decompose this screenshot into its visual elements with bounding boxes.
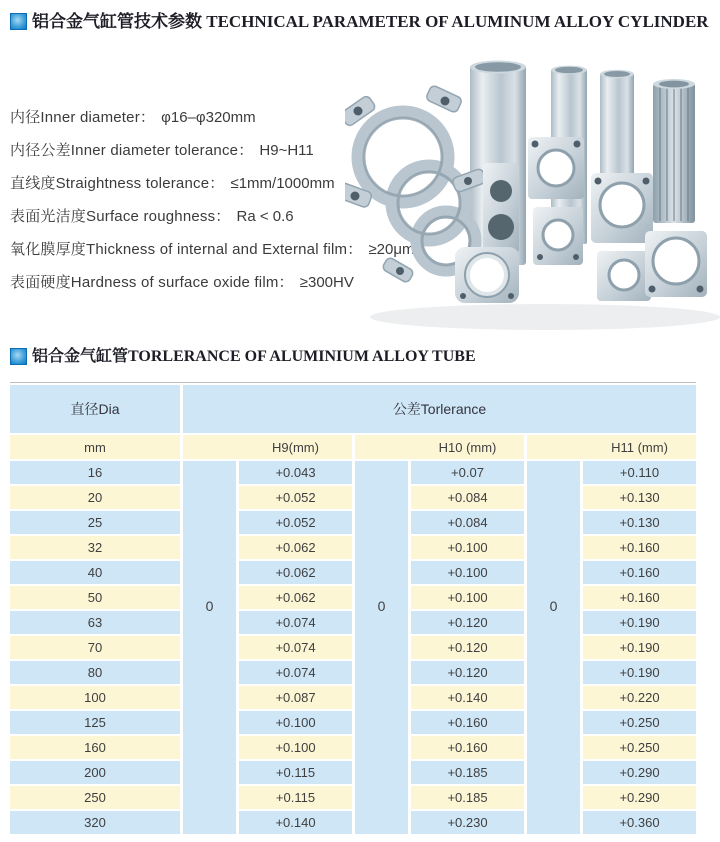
header-h9: H9(mm) [183, 435, 352, 459]
diameter-cell: 40 [10, 561, 180, 584]
diameter-cell: 32 [10, 536, 180, 559]
h11-value-cell: +0.190 [583, 661, 696, 684]
h11-value-cell: +0.160 [583, 561, 696, 584]
spec-value: ≥20μm [368, 241, 415, 258]
spec-value: ≥300HV [299, 274, 354, 291]
lower-limit-column-h11 [527, 461, 580, 834]
h9-value-cell: +0.100 [239, 711, 352, 734]
spec-value: Ra < 0.6 [236, 208, 294, 225]
header-unit-mm: mm [10, 435, 180, 459]
page-title-zh: 铝合金气缸管技术参数 [32, 12, 202, 31]
diameter-cell: 63 [10, 611, 180, 634]
h10-value-cell: +0.160 [411, 711, 524, 734]
spec-label: 内径Inner diameter： [10, 109, 156, 126]
h10-value-cell: +0.084 [411, 511, 524, 534]
spec-label: 表面光洁度Surface roughness： [10, 208, 231, 225]
h9-value-cell: +0.052 [239, 511, 352, 534]
h10-value-cell: +0.230 [411, 811, 524, 834]
product-photo [345, 45, 720, 335]
h10-value-cell: +0.185 [411, 761, 524, 784]
h10-value-cell: +0.100 [411, 561, 524, 584]
h11-value-cell: +0.290 [583, 761, 696, 784]
lower-limit-column-h10 [355, 461, 408, 834]
h11-value-cell: +0.110 [583, 461, 696, 484]
h9-value-cell: +0.052 [239, 486, 352, 509]
h10-value-cell: +0.100 [411, 536, 524, 559]
h11-value-cell: +0.190 [583, 611, 696, 634]
header-tolerance: 公差Torlerance [183, 385, 696, 433]
h11-value-cell: +0.160 [583, 586, 696, 609]
h11-value-cell: +0.190 [583, 636, 696, 659]
h10-value-cell: +0.120 [411, 611, 524, 634]
diameter-cell: 50 [10, 586, 180, 609]
h10-value-cell: +0.185 [411, 786, 524, 809]
h9-value-cell: +0.062 [239, 561, 352, 584]
table-section-title [32, 347, 476, 367]
lower-limit-value: 0 [549, 598, 558, 614]
h9-value-cell: +0.043 [239, 461, 352, 484]
h11-value-cell: +0.250 [583, 736, 696, 759]
spec-label: 表面硬度Hardness of surface oxide film： [10, 274, 294, 291]
spec-value: ≤1mm/1000mm [230, 175, 335, 192]
h9-value-cell: +0.074 [239, 611, 352, 634]
h9-value-cell: +0.074 [239, 661, 352, 684]
page-title-en: TECHNICAL PARAMETER OF ALUMINUM ALLOY CYLINDER [202, 12, 709, 31]
blue-square-bullet-icon [10, 348, 27, 365]
lower-limit-value: 0 [205, 598, 214, 614]
diameter-cell: 70 [10, 636, 180, 659]
diameter-cell: 125 [10, 711, 180, 734]
h9-value-cell: +0.140 [239, 811, 352, 834]
h9-value-cell: +0.100 [239, 736, 352, 759]
h10-value-cell: +0.120 [411, 636, 524, 659]
lower-limit-column-h9 [183, 461, 236, 834]
h9-value-cell: +0.115 [239, 786, 352, 809]
diameter-cell: 200 [10, 761, 180, 784]
spec-label: 直线度Straightness tolerance： [10, 175, 225, 192]
diameter-cell: 25 [10, 511, 180, 534]
h10-value-cell: +0.07 [411, 461, 524, 484]
h9-value-cell: +0.074 [239, 636, 352, 659]
diameter-cell: 100 [10, 686, 180, 709]
diameter-cell: 80 [10, 661, 180, 684]
h11-value-cell: +0.130 [583, 486, 696, 509]
h9-value-cell: +0.062 [239, 536, 352, 559]
h10-value-cell: +0.160 [411, 736, 524, 759]
h10-value-cell: +0.140 [411, 686, 524, 709]
h10-value-cell: +0.100 [411, 586, 524, 609]
h11-value-cell: +0.130 [583, 511, 696, 534]
h11-value-cell: +0.160 [583, 536, 696, 559]
diameter-cell: 16 [10, 461, 180, 484]
header-h10: H10 (mm) [355, 435, 524, 459]
header-h11: H11 (mm) [527, 435, 696, 459]
page-title [32, 11, 709, 33]
tolerance-table [10, 385, 696, 834]
table-section-title-en: TORLERANCE OF ALUMINIUM ALLOY TUBE [128, 348, 476, 365]
table-section-title-zh: 铝合金气缸管 [32, 348, 129, 365]
h9-value-cell: +0.087 [239, 686, 352, 709]
h9-value-cell: +0.062 [239, 586, 352, 609]
diameter-cell: 250 [10, 786, 180, 809]
spec-value: φ16–φ320mm [161, 109, 256, 126]
lower-limit-value: 0 [377, 598, 386, 614]
h10-value-cell: +0.120 [411, 661, 524, 684]
diameter-cell: 160 [10, 736, 180, 759]
h11-value-cell: +0.220 [583, 686, 696, 709]
h11-value-cell: +0.290 [583, 786, 696, 809]
spec-value: H9~H11 [259, 142, 314, 159]
divider-line [10, 382, 696, 383]
h11-value-cell: +0.360 [583, 811, 696, 834]
blue-square-bullet-icon [10, 13, 27, 30]
diameter-cell: 320 [10, 811, 180, 834]
h9-value-cell: +0.115 [239, 761, 352, 784]
header-diameter: 直径Dia [10, 385, 180, 433]
spec-label: 氧化膜厚度Thickness of internal and External film： [10, 241, 363, 258]
spec-label: 内径公差Inner diameter tolerance： [10, 142, 254, 159]
diameter-cell: 20 [10, 486, 180, 509]
h11-value-cell: +0.250 [583, 711, 696, 734]
h10-value-cell: +0.084 [411, 486, 524, 509]
